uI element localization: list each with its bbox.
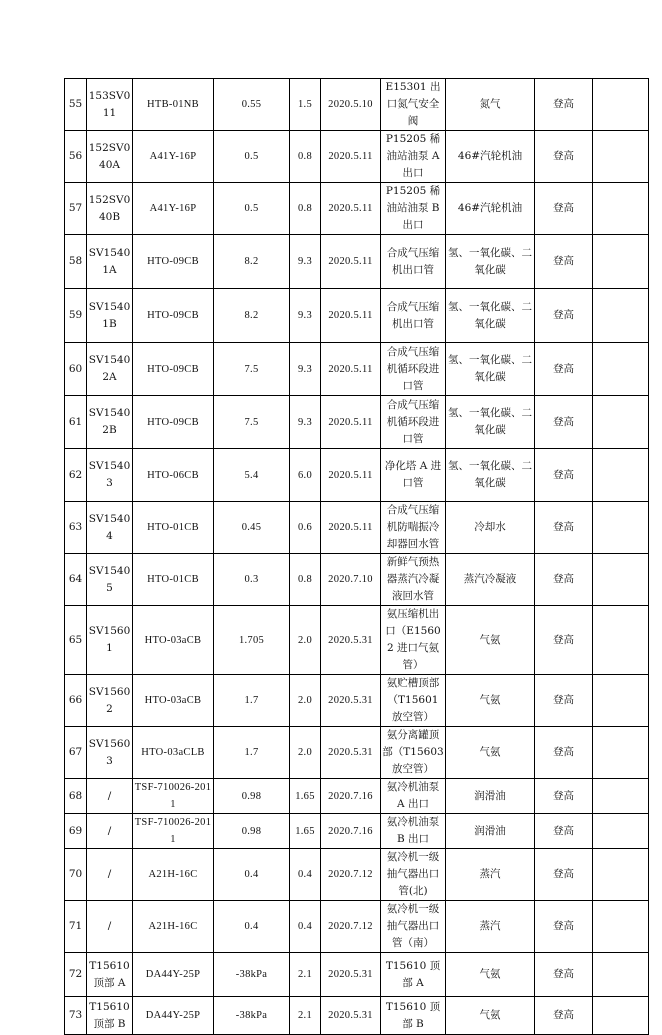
medium-cell: 氮气 [446,79,535,131]
table-row [65,343,649,396]
row-number-cell: 71 [65,901,87,953]
date-cell: 2020.5.11 [321,343,381,396]
work-type-cell: 登高 [535,901,593,953]
valve-model-cell: A41Y-16P [133,131,214,183]
working-pressure-cell: 0.4 [290,901,321,953]
medium-cell: 蒸汽 [446,901,535,953]
remark-cell [593,675,649,727]
remark-cell [593,997,649,1035]
table-row [65,131,649,183]
working-pressure-cell: 6.0 [290,449,321,502]
table-row [65,235,649,289]
table-row [65,183,649,235]
valve-model-cell: HTO-06CB [133,449,214,502]
row-number-cell: 58 [65,235,87,289]
remark-cell [593,953,649,997]
valve-model-cell: DA44Y-25P [133,953,214,997]
valve-id-cell: SV15401B [87,289,133,343]
remark-cell [593,727,649,779]
valve-model-cell: A41Y-16P [133,183,214,235]
location-cell: P15205 稀油站油泵 A 出口 [381,131,446,183]
valve-id-cell: SV15404 [87,502,133,554]
row-number-cell: 64 [65,554,87,606]
row-number-cell: 67 [65,727,87,779]
medium-cell: 气氨 [446,953,535,997]
remark-cell [593,814,649,849]
table-row [65,554,649,606]
valve-model-cell: A21H-16C [133,849,214,901]
row-number-cell: 62 [65,449,87,502]
set-pressure-cell: 1.705 [214,606,290,675]
working-pressure-cell: 1.65 [290,779,321,814]
set-pressure-cell: -38kPa [214,953,290,997]
valve-model-cell: HTO-09CB [133,235,214,289]
remark-cell [593,396,649,449]
location-cell: 新鲜气预热器蒸汽冷凝液回水管 [381,554,446,606]
location-cell: 氨冷机油泵 B 出口 [381,814,446,849]
table-row [65,814,649,849]
valve-id-cell: / [87,779,133,814]
working-pressure-cell: 2.0 [290,675,321,727]
work-type-cell: 登高 [535,79,593,131]
medium-cell: 冷却水 [446,502,535,554]
work-type-cell: 登高 [535,235,593,289]
row-number-cell: 72 [65,953,87,997]
location-cell: E15301 出口氮气安全阀 [381,79,446,131]
set-pressure-cell: 0.4 [214,901,290,953]
remark-cell [593,79,649,131]
table-row [65,675,649,727]
working-pressure-cell: 2.1 [290,953,321,997]
date-cell: 2020.5.31 [321,606,381,675]
date-cell: 2020.7.16 [321,779,381,814]
work-type-cell: 登高 [535,953,593,997]
work-type-cell: 登高 [535,502,593,554]
working-pressure-cell: 1.65 [290,814,321,849]
valve-model-cell: HTO-09CB [133,289,214,343]
remark-cell [593,849,649,901]
working-pressure-cell: 9.3 [290,343,321,396]
table-row [65,502,649,554]
valve-model-cell: A21H-16C [133,901,214,953]
valve-model-cell: HTO-09CB [133,343,214,396]
row-number-cell: 63 [65,502,87,554]
remark-cell [593,554,649,606]
valve-id-cell: / [87,849,133,901]
working-pressure-cell: 9.3 [290,396,321,449]
location-cell: P15205 稀油站油泵 B 出口 [381,183,446,235]
valve-id-cell: SV15401A [87,235,133,289]
remark-cell [593,901,649,953]
work-type-cell: 登高 [535,396,593,449]
location-cell: T15610 顶部 A [381,953,446,997]
valve-id-cell: 153SV011 [87,79,133,131]
date-cell: 2020.5.10 [321,79,381,131]
valve-model-cell: HTO-01CB [133,502,214,554]
medium-cell: 气氨 [446,997,535,1035]
valve-model-cell: TSF-710026-2011 [133,814,214,849]
remark-cell [593,131,649,183]
table-row [65,901,649,953]
remark-cell [593,606,649,675]
location-cell: 氨贮槽顶部（T15601 放空管） [381,675,446,727]
valve-id-cell: 152SV040A [87,131,133,183]
set-pressure-cell: 7.5 [214,396,290,449]
valve-id-cell: SV15402B [87,396,133,449]
work-type-cell: 登高 [535,849,593,901]
date-cell: 2020.7.12 [321,901,381,953]
medium-cell: 润滑油 [446,779,535,814]
set-pressure-cell: 0.98 [214,814,290,849]
row-number-cell: 56 [65,131,87,183]
medium-cell: 气氨 [446,727,535,779]
valve-model-cell: TSF-710026-2011 [133,779,214,814]
set-pressure-cell: 7.5 [214,343,290,396]
working-pressure-cell: 2.0 [290,606,321,675]
location-cell: 氨冷机一级抽气器出口管（南） [381,901,446,953]
working-pressure-cell: 0.8 [290,554,321,606]
date-cell: 2020.5.11 [321,131,381,183]
valve-model-cell: HTB-01NB [133,79,214,131]
set-pressure-cell: 5.4 [214,449,290,502]
row-number-cell: 59 [65,289,87,343]
location-cell: 净化塔 A 进口管 [381,449,446,502]
date-cell: 2020.5.11 [321,235,381,289]
valve-model-cell: HTO-03aCB [133,675,214,727]
working-pressure-cell: 0.6 [290,502,321,554]
location-cell: 合成气压缩机循环段进口管 [381,396,446,449]
valve-model-cell: HTO-09CB [133,396,214,449]
valve-model-cell: DA44Y-25P [133,997,214,1035]
working-pressure-cell: 0.4 [290,849,321,901]
table-row [65,606,649,675]
work-type-cell: 登高 [535,727,593,779]
work-type-cell: 登高 [535,814,593,849]
table-row [65,849,649,901]
medium-cell: 润滑油 [446,814,535,849]
valve-id-cell: / [87,814,133,849]
working-pressure-cell: 2.0 [290,727,321,779]
location-cell: 合成气压缩机循环段进口管 [381,343,446,396]
location-cell: 氨冷机一级抽气器出口管(北) [381,849,446,901]
table-row [65,289,649,343]
row-number-cell: 65 [65,606,87,675]
set-pressure-cell: 0.98 [214,779,290,814]
valve-id-cell: SV15602 [87,675,133,727]
valve-id-cell: SV15603 [87,727,133,779]
medium-cell: 氢、一氧化碳、二氧化碳 [446,289,535,343]
row-number-cell: 60 [65,343,87,396]
medium-cell: 氢、一氧化碳、二氧化碳 [446,449,535,502]
valve-model-cell: HTO-03aCLB [133,727,214,779]
work-type-cell: 登高 [535,779,593,814]
valve-id-cell: T15610 顶部 A [87,953,133,997]
valve-id-cell: SV15601 [87,606,133,675]
working-pressure-cell: 1.5 [290,79,321,131]
date-cell: 2020.5.31 [321,675,381,727]
work-type-cell: 登高 [535,183,593,235]
work-type-cell: 登高 [535,343,593,396]
row-number-cell: 61 [65,396,87,449]
remark-cell [593,183,649,235]
location-cell: 合成气压缩机出口管 [381,289,446,343]
work-type-cell: 登高 [535,449,593,502]
row-number-cell: 66 [65,675,87,727]
valve-id-cell: 152SV040B [87,183,133,235]
set-pressure-cell: 0.3 [214,554,290,606]
table-row [65,953,649,997]
row-number-cell: 70 [65,849,87,901]
set-pressure-cell: 1.7 [214,675,290,727]
table-row [65,396,649,449]
work-type-cell: 登高 [535,554,593,606]
table-row [65,727,649,779]
valve-id-cell: SV15403 [87,449,133,502]
work-type-cell: 登高 [535,131,593,183]
location-cell: 合成气压缩机防喘振冷却器回水管 [381,502,446,554]
set-pressure-cell: 0.4 [214,849,290,901]
medium-cell: 蒸汽 [446,849,535,901]
medium-cell: 气氨 [446,675,535,727]
work-type-cell: 登高 [535,675,593,727]
medium-cell: 气氨 [446,606,535,675]
working-pressure-cell: 9.3 [290,289,321,343]
row-number-cell: 55 [65,79,87,131]
set-pressure-cell: -38kPa [214,997,290,1035]
date-cell: 2020.5.11 [321,183,381,235]
remark-cell [593,449,649,502]
set-pressure-cell: 1.7 [214,727,290,779]
medium-cell: 氢、一氧化碳、二氧化碳 [446,343,535,396]
date-cell: 2020.5.31 [321,997,381,1035]
location-cell: 合成气压缩机出口管 [381,235,446,289]
set-pressure-cell: 0.45 [214,502,290,554]
table-row [65,779,649,814]
work-type-cell: 登高 [535,289,593,343]
valve-id-cell: SV15402A [87,343,133,396]
remark-cell [593,343,649,396]
table-row [65,79,649,131]
table-row [65,997,649,1035]
medium-cell: 氢、一氧化碳、二氧化碳 [446,235,535,289]
date-cell: 2020.7.16 [321,814,381,849]
remark-cell [593,779,649,814]
medium-cell: 氢、一氧化碳、二氧化碳 [446,396,535,449]
set-pressure-cell: 0.5 [214,183,290,235]
valve-id-cell: T15610 顶部 B [87,997,133,1035]
remark-cell [593,502,649,554]
location-cell: 氨压缩机出口（E15602 进口气氨管） [381,606,446,675]
working-pressure-cell: 2.1 [290,997,321,1035]
date-cell: 2020.7.12 [321,849,381,901]
set-pressure-cell: 0.55 [214,79,290,131]
location-cell: 氨冷机油泵 A 出口 [381,779,446,814]
set-pressure-cell: 8.2 [214,289,290,343]
table-row [65,449,649,502]
date-cell: 2020.5.11 [321,289,381,343]
remark-cell [593,289,649,343]
location-cell: T15610 顶部 B [381,997,446,1035]
row-number-cell: 73 [65,997,87,1035]
valve-id-cell: / [87,901,133,953]
medium-cell: 46#汽轮机油 [446,131,535,183]
date-cell: 2020.5.31 [321,727,381,779]
date-cell: 2020.5.11 [321,502,381,554]
set-pressure-cell: 8.2 [214,235,290,289]
set-pressure-cell: 0.5 [214,131,290,183]
row-number-cell: 57 [65,183,87,235]
date-cell: 2020.7.10 [321,554,381,606]
remark-cell [593,235,649,289]
row-number-cell: 68 [65,779,87,814]
valve-model-cell: HTO-03aCB [133,606,214,675]
working-pressure-cell: 0.8 [290,183,321,235]
valve-model-cell: HTO-01CB [133,554,214,606]
medium-cell: 46#汽轮机油 [446,183,535,235]
medium-cell: 蒸汽冷凝液 [446,554,535,606]
valve-id-cell: SV15405 [87,554,133,606]
date-cell: 2020.5.11 [321,449,381,502]
location-cell: 氨分离罐顶部（T15603 放空管） [381,727,446,779]
working-pressure-cell: 9.3 [290,235,321,289]
work-type-cell: 登高 [535,606,593,675]
date-cell: 2020.5.31 [321,953,381,997]
working-pressure-cell: 0.8 [290,131,321,183]
row-number-cell: 69 [65,814,87,849]
safety-valve-table [64,78,649,1035]
date-cell: 2020.5.11 [321,396,381,449]
work-type-cell: 登高 [535,997,593,1035]
